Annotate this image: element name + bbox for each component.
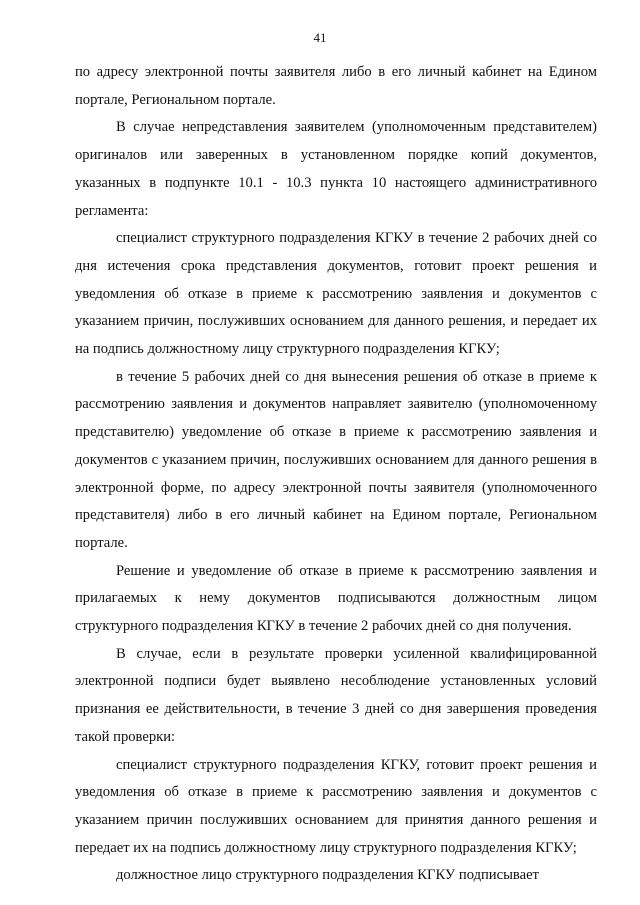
document-body xyxy=(75,59,597,890)
paragraph: Решение и уведомление об отказе в приеме к рассмотрению заявления и прилагаемых к нему документов подписываются должностным лицом структурного подразделения КГКУ в течение 2 рабочих дней со дня получения. xyxy=(75,562,597,635)
paragraph: должностное лицо структурного подразделения КГКУ подписывает xyxy=(116,867,539,884)
paragraph: В случае, если в результате проверки усиленной квалифицированной электронной подписи будет выявлено несоблюдение установленных условий признания ее действительности, в течение 3 дней со дня завершения проведения такой проверки: xyxy=(75,645,597,745)
paragraph: В случае непредставления заявителем (уполномоченным представителем) оригиналов или заверенных в установленном порядке копий документов, указанных в подпункте 10.1 - 10.3 пункта 10 настоящего административного регламента: xyxy=(75,119,597,219)
paragraph: специалист структурного подразделения КГКУ, готовит проект решения и уведомления об отказе в приеме к рассмотрению заявления и документов с указанием причин послуживших основанием для принятия данного решения и передает их на подпись должностному лицу структурного подразделения КГКУ; xyxy=(75,756,597,856)
page-number: 41 xyxy=(313,30,327,45)
paragraph: в течение 5 рабочих дней со дня вынесения решения об отказе в приеме к рассмотрению заявления и документов направляет заявителю (уполномоченному представителю) уведомление об отказе в приеме к рассмотрению заявления и документов с указанием причин, послуживших основанием для данного решения в электронной форме, по адресу электронной почты заявителя (уполномоченного представителя) либо в его личный кабинет на Едином портале, Региональном портале. xyxy=(75,368,597,551)
paragraph: по адресу электронной почты заявителя либо в его личный кабинет на Едином порталe, Региональном портале. xyxy=(75,64,597,108)
paragraph: специалист структурного подразделения КГКУ в течение 2 рабочих дней со дня истечения срока представления документов, готовит проект решения и уведомления об отказе в приеме к рассмотрению заявления и документов с указанием причин, послуживших основанием для данного решения, и передает их на подпись должностному лицу структурного подразделения КГКУ; xyxy=(75,230,597,358)
